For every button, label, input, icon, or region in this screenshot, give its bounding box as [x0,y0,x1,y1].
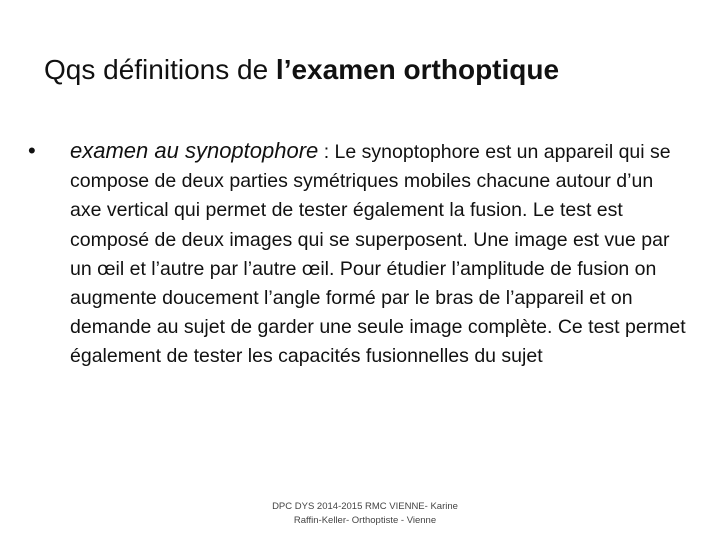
footer [240,500,490,528]
title-bold: l’examen orthoptique [275,54,560,85]
bullet-description: : Le synoptophore est un appareil qui se compose de deux parties symétriques mobiles chacune autour d’un axe vertical qui permet de tester également la fusion. Le test est composé de deux images qui se superposent. Une image est vue par un œil et l’autre par l’autre œil. Pour étudier l’amplitude de fusion on augmente doucement l’angle formé par le bras de l’appareil et on demande au sujet de garder une seule image complète. Ce test permet également de tester les capacités fusionnelles du sujet [70,141,686,368]
bullet-paragraph [70,136,688,372]
title-regular: Qqs définitions de [44,54,276,85]
footer-line-1: DPC DYS 2014-2015 RMC VIENNE- Karine [272,501,458,512]
bullet-icon: • [28,138,36,163]
footer-line-2: Raffin-Keller- Orthoptiste - Vienne [293,515,437,526]
slide-title [44,50,694,90]
bullet-item [28,136,688,372]
bullet-term: examen au synoptophore [70,138,319,163]
